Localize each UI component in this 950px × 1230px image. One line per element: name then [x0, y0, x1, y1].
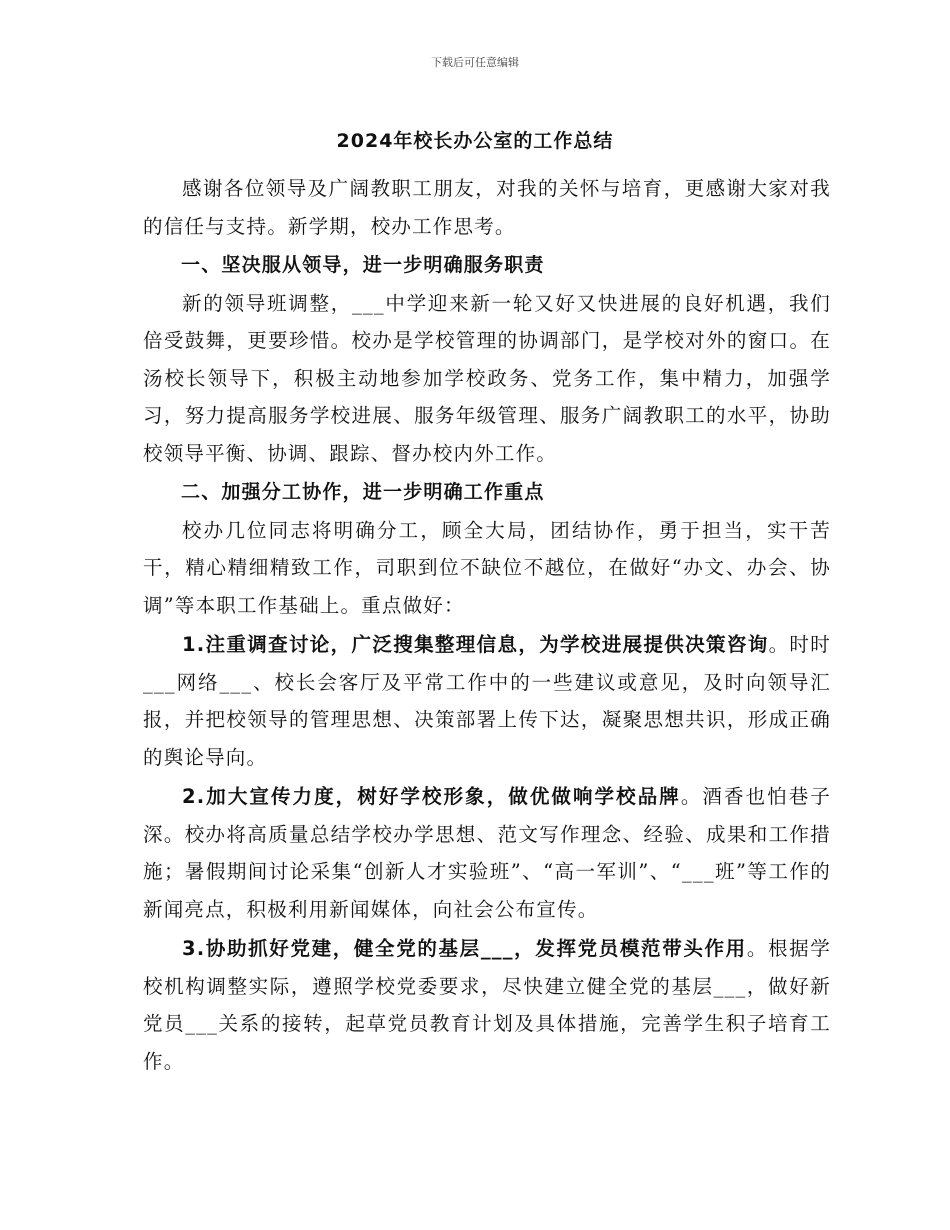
document-body: [143, 170, 831, 1080]
item-3-lead: 3.协助抓好党建，健全党的基层___，发挥党员模范带头作用: [182, 937, 747, 960]
section-1-paragraph: 新的领导班调整，___中学迎来新一轮又好又快进展的良好机遇，我们倍受鼓舞，更要珍惜。校办是学校管理的协调部门，是学校对外的窗口。在汤校长领导下，积极主动地参加学校政务、党务工作，集中精力，加强学习，努力提高服务学校进展、服务年级管理、服务广阔教职工的水平，协助校领导平衡、协调、跟踪、督办校内外工作。: [143, 291, 831, 465]
item-1-text: 。时时___网络___、校长会客厅及平常工作中的一些建议或意见，及时向领导汇报，并把校领导的管理思想、决策部署上传下达，凝聚思想共识，形成正确的舆论导向。: [143, 633, 831, 769]
item-1-paragraph: [143, 626, 831, 776]
section-1-heading: 一、坚决服从领导，进一步明确服务职责: [181, 254, 545, 276]
item-1-lead: 1.注重调查讨论，广泛搜集整理信息，为学校进展提供决策咨询: [182, 633, 769, 656]
item-2-lead: 2.加大宣传力度，树好学校形象，做优做响学校品牌: [182, 785, 681, 808]
item-3-paragraph: [143, 930, 831, 1080]
item-2-text: 。酒香也怕巷子深。校办将高质量总结学校办学思想、范文写作理念、经验、成果和工作措施；暑假期间讨论采集“创新人才实验班”、“高一军训”、“___班”等工作的新闻亮点，积极利用新闻媒体，向社会公布宣传。: [143, 785, 831, 921]
item-3-text: 。根据学校机构调整实际，遵照学校党委要求，尽快建立健全党的基层___，做好新党员___关系的接转，起草党员教育计划及具体措施，完善学生积子培育工作。: [143, 937, 831, 1073]
header-note: 下载后可任意编辑: [431, 56, 519, 69]
section-2-heading: 二、加强分工协作，进一步明确工作重点: [181, 481, 545, 503]
item-2-paragraph: [143, 778, 831, 928]
intro-paragraph: 感谢各位领导及广阔教职工朋友，对我的关怀与培育，更感谢大家对我的信任与支持。新学期，校办工作思考。: [143, 177, 831, 238]
section-2-paragraph: 校办几位同志将明确分工，顾全大局，团结协作，勇于担当，实干苦干，精心精细精致工作，司职到位不缺位不越位，在做好“办文、办会、协调”等本职工作基础上。重点做好：: [143, 518, 831, 617]
document-title: 2024年校长办公室的工作总结: [336, 130, 614, 152]
